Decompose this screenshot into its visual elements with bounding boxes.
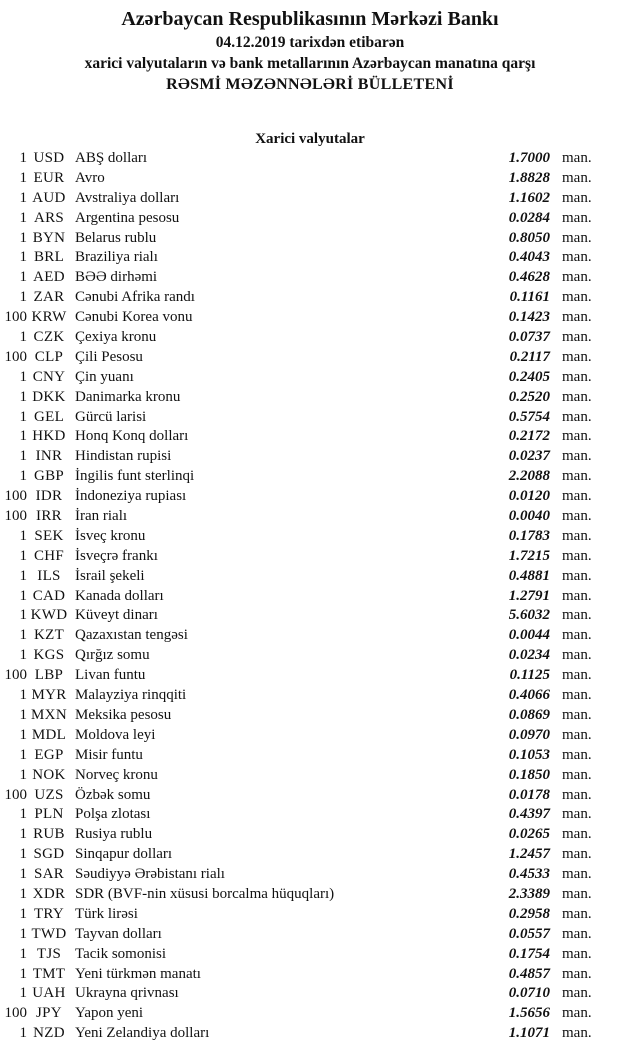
unit-label: man. — [562, 786, 592, 803]
unit-label: man. — [562, 408, 592, 425]
rate-row — [0, 507, 620, 527]
unit-label: man. — [562, 348, 592, 365]
rate-value: 2.3389 — [508, 885, 550, 902]
unit-label: man. — [562, 309, 592, 326]
currency-code: EGP — [34, 746, 64, 763]
currency-quantity: 1 — [19, 547, 27, 564]
currency-quantity: 1 — [19, 229, 27, 246]
currency-quantity: 1 — [19, 826, 27, 843]
currency-quantity: 1 — [19, 527, 27, 544]
effective-date: 04.12.2019 tarixdən etibarən — [215, 34, 405, 51]
currency-code: UAH — [32, 985, 66, 1002]
currency-name: Küveyt dinarı — [75, 607, 158, 624]
currency-name: SDR (BVF-nin xüsusi borcalma hüquqları) — [75, 885, 335, 902]
currency-code: AUD — [32, 189, 66, 206]
rate-row — [0, 169, 620, 189]
currency-code: KGS — [33, 647, 65, 664]
currency-code: CLP — [34, 348, 64, 365]
currency-name: Rusiya rublu — [75, 826, 153, 843]
rate-row — [0, 328, 620, 348]
unit-label: man. — [562, 1025, 592, 1042]
currency-code: TJS — [36, 945, 62, 962]
rate-row — [0, 746, 620, 766]
currency-code: SEK — [34, 527, 64, 544]
rate-row — [0, 447, 620, 467]
currency-code: IDR — [35, 488, 63, 505]
currency-name: Livan funtu — [75, 667, 146, 684]
rate-row — [0, 805, 620, 825]
rate-row — [0, 766, 620, 786]
currency-name: BƏƏ dirhəmi — [75, 269, 158, 286]
unit-label: man. — [562, 905, 592, 922]
currency-quantity: 1 — [19, 985, 27, 1002]
currency-quantity: 1 — [19, 587, 27, 604]
currency-name: Tacik somonisi — [75, 945, 167, 962]
currency-quantity: 1 — [19, 866, 27, 883]
currency-quantity: 1 — [19, 627, 27, 644]
currency-quantity: 1 — [19, 289, 27, 306]
currency-code: TWD — [31, 925, 67, 942]
rate-row — [0, 427, 620, 447]
rate-row — [0, 567, 620, 587]
unit-label: man. — [562, 269, 592, 286]
currency-name: Yapon yeni — [75, 1005, 144, 1022]
currency-code: JPY — [36, 1005, 62, 1022]
rate-value: 0.4397 — [508, 806, 550, 823]
rate-value: 0.2520 — [508, 388, 550, 405]
unit-label: man. — [562, 448, 592, 465]
rate-row — [0, 308, 620, 328]
currency-quantity: 1 — [19, 468, 27, 485]
currency-quantity: 1 — [19, 408, 27, 425]
rate-value: 0.1850 — [508, 766, 550, 783]
rate-row — [0, 1004, 620, 1024]
currency-name: Özbək somu — [75, 786, 151, 803]
rate-value: 0.0120 — [508, 488, 550, 505]
currency-name: İndoneziya rupiası — [75, 488, 187, 505]
rate-value: 0.1423 — [508, 309, 550, 326]
rate-row — [0, 248, 620, 268]
currency-code: DKK — [32, 388, 66, 405]
unit-label: man. — [562, 945, 592, 962]
rate-row — [0, 686, 620, 706]
currency-code: CHF — [33, 547, 65, 564]
currency-code: NZD — [33, 1025, 65, 1042]
currency-code: NOK — [32, 766, 66, 783]
unit-label: man. — [562, 150, 592, 166]
currency-quantity: 1 — [19, 905, 27, 922]
currency-name: Misir funtu — [75, 746, 143, 763]
currency-name: Cənubi Korea vonu — [75, 309, 193, 326]
currency-code: CNY — [32, 368, 66, 385]
rate-row — [0, 189, 620, 209]
rate-row — [0, 388, 620, 408]
currency-quantity: 100 — [4, 1005, 27, 1022]
rate-value: 0.4881 — [508, 567, 550, 584]
unit-label: man. — [562, 846, 592, 863]
unit-label: man. — [562, 209, 592, 226]
rate-value: 0.2405 — [508, 368, 550, 385]
rate-row — [0, 825, 620, 845]
rate-value: 0.0237 — [508, 448, 550, 465]
rate-row — [0, 945, 620, 965]
unit-label: man. — [562, 985, 592, 1002]
currency-code: MXN — [31, 706, 67, 723]
currency-code: TMT — [32, 965, 66, 982]
rate-row — [0, 408, 620, 428]
rate-value: 0.5754 — [508, 408, 550, 425]
rate-value: 1.2791 — [508, 587, 550, 604]
rate-row — [0, 984, 620, 1004]
currency-code: KWD — [30, 607, 68, 624]
rate-value: 0.4043 — [508, 249, 550, 266]
currency-quantity: 1 — [19, 150, 27, 166]
currency-quantity: 1 — [19, 706, 27, 723]
rate-row — [0, 547, 620, 567]
currency-code: MDL — [31, 726, 67, 743]
currency-code: BYN — [32, 229, 66, 246]
rate-value: 0.2117 — [509, 348, 550, 365]
rate-row — [0, 666, 620, 686]
unit-label: man. — [562, 567, 592, 584]
unit-label: man. — [562, 687, 592, 704]
rate-value: 2.2088 — [508, 468, 550, 485]
currency-quantity: 1 — [19, 388, 27, 405]
rate-row — [0, 706, 620, 726]
currency-code: GBP — [33, 468, 65, 485]
rate-value: 0.0044 — [508, 627, 550, 644]
rate-row — [0, 527, 620, 547]
currency-quantity: 1 — [19, 607, 27, 624]
currency-quantity: 1 — [19, 1025, 27, 1042]
rate-row — [0, 149, 620, 169]
currency-name: İsrail şekeli — [75, 567, 145, 584]
currency-name: Sinqapur dolları — [75, 846, 173, 863]
currency-quantity: 1 — [19, 687, 27, 704]
unit-label: man. — [562, 866, 592, 883]
currency-code: ARS — [33, 209, 65, 226]
unit-label: man. — [562, 726, 592, 743]
currency-name: Yeni Zelandiya dolları — [75, 1025, 210, 1042]
currency-name: Belarus rublu — [75, 229, 157, 246]
currency-name: Türk lirəsi — [75, 905, 138, 922]
currency-quantity: 100 — [4, 786, 27, 803]
rate-value: 1.7215 — [508, 547, 550, 564]
currency-code: SAR — [33, 866, 65, 883]
rate-value: 0.0284 — [508, 209, 550, 226]
currency-name: İsveç kronu — [75, 527, 146, 544]
rate-value: 0.0178 — [508, 786, 550, 803]
rate-row — [0, 905, 620, 925]
currency-name: İran rialı — [75, 508, 128, 525]
unit-label: man. — [562, 547, 592, 564]
rate-row — [0, 925, 620, 945]
currency-quantity: 1 — [19, 726, 27, 743]
currency-code: IRR — [36, 508, 62, 525]
bulletin-subtitle: xarici valyutaların və bank metallarının Azərbaycan manatına qarşı — [84, 55, 536, 72]
currency-name: Cənubi Afrika randı — [75, 289, 195, 306]
currency-name: Kanada dolları — [75, 587, 164, 604]
currency-code: ZAR — [33, 289, 65, 306]
rate-value: 1.1071 — [508, 1025, 550, 1042]
unit-label: man. — [562, 766, 592, 783]
currency-name: İsveçrə frankı — [75, 547, 158, 564]
exchange-rates-table — [0, 149, 620, 1044]
rate-row — [0, 885, 620, 905]
rate-value: 1.8828 — [508, 169, 550, 186]
currency-quantity: 1 — [19, 329, 27, 346]
unit-label: man. — [562, 249, 592, 266]
rate-value: 0.2958 — [508, 905, 550, 922]
currency-code: UZS — [34, 786, 64, 803]
currency-code: USD — [33, 150, 65, 166]
currency-name: Danimarka kronu — [75, 388, 181, 405]
rate-row — [0, 965, 620, 985]
currency-name: Hindistan rupisi — [75, 448, 172, 465]
rate-row — [0, 606, 620, 626]
rate-row — [0, 786, 620, 806]
currency-name: Braziliya rialı — [75, 249, 158, 266]
bulletin-header — [0, 0, 620, 96]
rate-row — [0, 229, 620, 249]
unit-label: man. — [562, 189, 592, 206]
rate-row — [0, 467, 620, 487]
unit-label: man. — [562, 587, 592, 604]
currency-quantity: 1 — [19, 846, 27, 863]
currency-name: Səudiyyə Ərəbistanı rialı — [75, 866, 225, 883]
currency-quantity: 1 — [19, 746, 27, 763]
currency-code: CAD — [32, 587, 66, 604]
currency-code: BRL — [33, 249, 65, 266]
currency-quantity: 1 — [19, 169, 27, 186]
currency-code: CZK — [33, 329, 65, 346]
rate-value: 0.1783 — [508, 527, 550, 544]
unit-label: man. — [562, 488, 592, 505]
currency-quantity: 1 — [19, 925, 27, 942]
unit-label: man. — [562, 229, 592, 246]
currency-quantity: 100 — [4, 348, 27, 365]
rate-value: 0.0710 — [508, 985, 550, 1002]
rate-value: 0.1161 — [509, 289, 550, 306]
currency-code: PLN — [34, 806, 64, 823]
unit-label: man. — [562, 468, 592, 485]
section-title-foreign-currencies: Xarici valyutalar — [255, 131, 365, 147]
currency-name: Ukrayna qrivnası — [75, 985, 179, 1002]
bulletin-title: RƏSMİ MƏZƏNNƏLƏRİ BÜLLETENİ — [166, 76, 454, 93]
currency-name: Meksika pesosu — [75, 706, 172, 723]
rate-value: 0.4857 — [508, 965, 550, 982]
currency-quantity: 1 — [19, 647, 27, 664]
rate-row — [0, 865, 620, 885]
rate-value: 1.5656 — [508, 1005, 550, 1022]
currency-name: Yeni türkmən manatı — [75, 965, 201, 982]
rate-value: 0.0265 — [508, 826, 550, 843]
rate-value: 0.0040 — [508, 508, 550, 525]
currency-code: MYR — [31, 687, 67, 704]
unit-label: man. — [562, 746, 592, 763]
currency-code: AED — [33, 269, 65, 286]
rate-row — [0, 268, 620, 288]
rate-row — [0, 726, 620, 746]
rate-value: 1.1602 — [508, 189, 550, 206]
currency-code: KZT — [33, 627, 65, 644]
currency-name: Çexiya kronu — [75, 329, 157, 346]
currency-name: Argentina pesosu — [75, 209, 180, 226]
rate-value: 0.0970 — [508, 726, 550, 743]
currency-name: Polşa zlotası — [75, 806, 151, 823]
rate-row — [0, 209, 620, 229]
unit-label: man. — [562, 607, 592, 624]
currency-quantity: 1 — [19, 945, 27, 962]
currency-name: ABŞ dolları — [75, 150, 148, 166]
currency-quantity: 1 — [19, 567, 27, 584]
rate-value: 0.2172 — [508, 428, 550, 445]
currency-quantity: 1 — [19, 209, 27, 226]
currency-quantity: 100 — [4, 667, 27, 684]
currency-quantity: 1 — [19, 806, 27, 823]
currency-quantity: 1 — [19, 249, 27, 266]
unit-label: man. — [562, 667, 592, 684]
unit-label: man. — [562, 826, 592, 843]
unit-label: man. — [562, 289, 592, 306]
rate-value: 0.1125 — [509, 667, 550, 684]
currency-code: INR — [35, 448, 63, 465]
unit-label: man. — [562, 527, 592, 544]
rate-value: 0.8050 — [508, 229, 550, 246]
currency-code: EUR — [33, 169, 65, 186]
unit-label: man. — [562, 925, 592, 942]
currency-code: RUB — [33, 826, 65, 843]
currency-code: XDR — [32, 885, 66, 902]
rate-row — [0, 587, 620, 607]
currency-quantity: 1 — [19, 448, 27, 465]
currency-quantity: 1 — [19, 368, 27, 385]
rate-value: 1.2457 — [508, 846, 550, 863]
currency-name: Qırğız somu — [75, 647, 150, 664]
bank-name: Azərbaycan Respublikasının Mərkəzi Bankı — [121, 8, 499, 30]
currency-name: Çin yuanı — [75, 368, 134, 385]
unit-label: man. — [562, 806, 592, 823]
unit-label: man. — [562, 647, 592, 664]
currency-code: KRW — [31, 309, 67, 326]
rate-row — [0, 288, 620, 308]
currency-name: Malayziya rinqqiti — [75, 687, 187, 704]
rate-value: 0.4066 — [508, 687, 550, 704]
rate-row — [0, 626, 620, 646]
currency-name: Qazaxıstan tengəsi — [75, 627, 188, 644]
currency-name: İngilis funt sterlinqi — [75, 468, 195, 485]
currency-quantity: 100 — [4, 309, 27, 326]
currency-quantity: 1 — [19, 965, 27, 982]
rate-row — [0, 348, 620, 368]
currency-code: TRY — [33, 905, 65, 922]
rate-value: 0.4533 — [508, 866, 550, 883]
rate-value: 5.6032 — [508, 607, 550, 624]
rate-value: 0.1754 — [508, 945, 550, 962]
currency-code: LBP — [34, 667, 64, 684]
currency-code: HKD — [32, 428, 66, 445]
rate-row — [0, 368, 620, 388]
currency-quantity: 1 — [19, 189, 27, 206]
currency-name: Avro — [75, 169, 105, 186]
currency-code: SGD — [33, 846, 65, 863]
unit-label: man. — [562, 965, 592, 982]
currency-name: Honq Konq dolları — [75, 428, 189, 445]
unit-label: man. — [562, 329, 592, 346]
unit-label: man. — [562, 368, 592, 385]
currency-name: Moldova leyi — [75, 726, 156, 743]
currency-quantity: 1 — [19, 885, 27, 902]
rate-value: 0.0557 — [508, 925, 550, 942]
unit-label: man. — [562, 1005, 592, 1022]
unit-label: man. — [562, 169, 592, 186]
rate-row — [0, 487, 620, 507]
currency-quantity: 100 — [4, 488, 27, 505]
unit-label: man. — [562, 508, 592, 525]
currency-name: Tayvan dolları — [75, 925, 162, 942]
currency-name: Gürcü larisi — [75, 408, 147, 425]
rate-row — [0, 646, 620, 666]
unit-label: man. — [562, 428, 592, 445]
unit-label: man. — [562, 706, 592, 723]
rate-value: 0.4628 — [508, 269, 550, 286]
currency-name: Avstraliya dolları — [75, 189, 180, 206]
rate-value: 0.1053 — [508, 746, 550, 763]
currency-name: Norveç kronu — [75, 766, 158, 783]
rate-row — [0, 1024, 620, 1044]
rate-value: 0.0869 — [508, 706, 550, 723]
currency-quantity: 1 — [19, 428, 27, 445]
currency-code: ILS — [37, 567, 61, 584]
unit-label: man. — [562, 885, 592, 902]
unit-label: man. — [562, 388, 592, 405]
currency-quantity: 1 — [19, 269, 27, 286]
currency-quantity: 1 — [19, 766, 27, 783]
rate-row — [0, 845, 620, 865]
rate-value: 1.7000 — [508, 150, 550, 166]
rate-value: 0.0234 — [508, 647, 550, 664]
currency-quantity: 100 — [4, 508, 27, 525]
rate-value: 0.0737 — [508, 329, 550, 346]
currency-name: Çili Pesosu — [75, 348, 143, 365]
currency-code: GEL — [33, 408, 65, 425]
unit-label: man. — [562, 627, 592, 644]
